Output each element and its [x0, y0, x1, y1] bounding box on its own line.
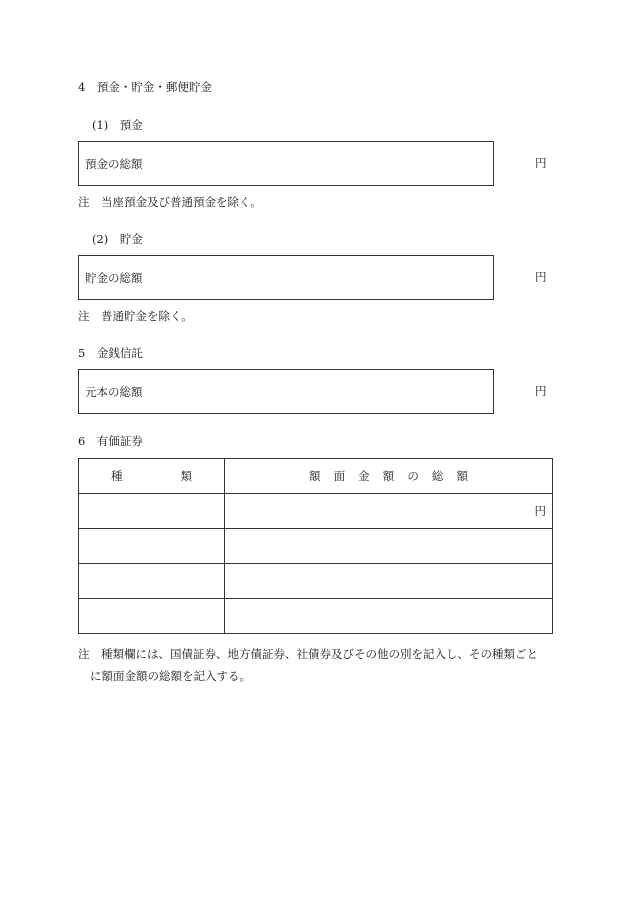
- savings-note: 注 普通貯金を除く。: [78, 309, 193, 323]
- section-5-heading: 5 金銭信託: [78, 346, 143, 360]
- savings-total-field[interactable]: [78, 255, 494, 300]
- deposits-subheading: (1) 預金: [92, 118, 143, 132]
- type-cell[interactable]: [79, 529, 225, 564]
- deposits-note: 注 当座預金及び普通預金を除く。: [78, 195, 262, 209]
- savings-total-label: 貯金の総額: [85, 270, 143, 285]
- deposits-total-field[interactable]: [78, 141, 494, 186]
- section-6-heading: 6 有価証券: [78, 434, 143, 448]
- type-cell[interactable]: [79, 564, 225, 599]
- header-char: 額: [309, 469, 321, 483]
- savings-yen-unit: 円: [535, 270, 547, 284]
- header-char: 類: [180, 469, 192, 483]
- header-char: 額: [382, 469, 395, 483]
- trust-principal-field[interactable]: [78, 369, 494, 414]
- savings-subheading: (2) 貯金: [92, 232, 143, 246]
- securities-note: [78, 643, 556, 687]
- trust-yen-unit: 円: [535, 384, 547, 398]
- header-char: 額: [456, 469, 468, 483]
- face-value-column-header: [225, 459, 553, 494]
- table-row: [79, 494, 553, 529]
- table-yen-unit: 円: [534, 504, 546, 518]
- deposits-total-label: 預金の総額: [85, 156, 143, 171]
- securities-note-line2: に額面金額の総額を記入する。: [90, 669, 251, 683]
- table-row: [79, 599, 553, 634]
- table-row: [79, 529, 553, 564]
- header-char: 面: [333, 469, 346, 483]
- type-cell[interactable]: [79, 494, 225, 529]
- deposits-yen-unit: 円: [535, 156, 547, 170]
- face-value-cell[interactable]: [225, 529, 553, 564]
- header-char: 金: [358, 469, 370, 483]
- type-cell[interactable]: [79, 599, 225, 634]
- securities-table: [78, 458, 553, 634]
- header-char: の: [407, 469, 419, 483]
- section-4-heading: 4 預金・貯金・郵便貯金: [78, 80, 212, 94]
- face-value-cell[interactable]: [225, 599, 553, 634]
- securities-note-line1: 注 種類欄には、国債証券、地方債証券、社債券及びその他の別を記入し、その種類ごと: [78, 647, 538, 661]
- face-value-cell[interactable]: [225, 494, 553, 529]
- securities-table-header: [79, 459, 553, 494]
- header-char: 種: [111, 469, 123, 483]
- type-column-header: [79, 459, 225, 494]
- face-value-cell[interactable]: [225, 564, 553, 599]
- table-row: [79, 564, 553, 599]
- trust-principal-label: 元本の総額: [85, 384, 143, 399]
- header-char: 総: [431, 469, 444, 483]
